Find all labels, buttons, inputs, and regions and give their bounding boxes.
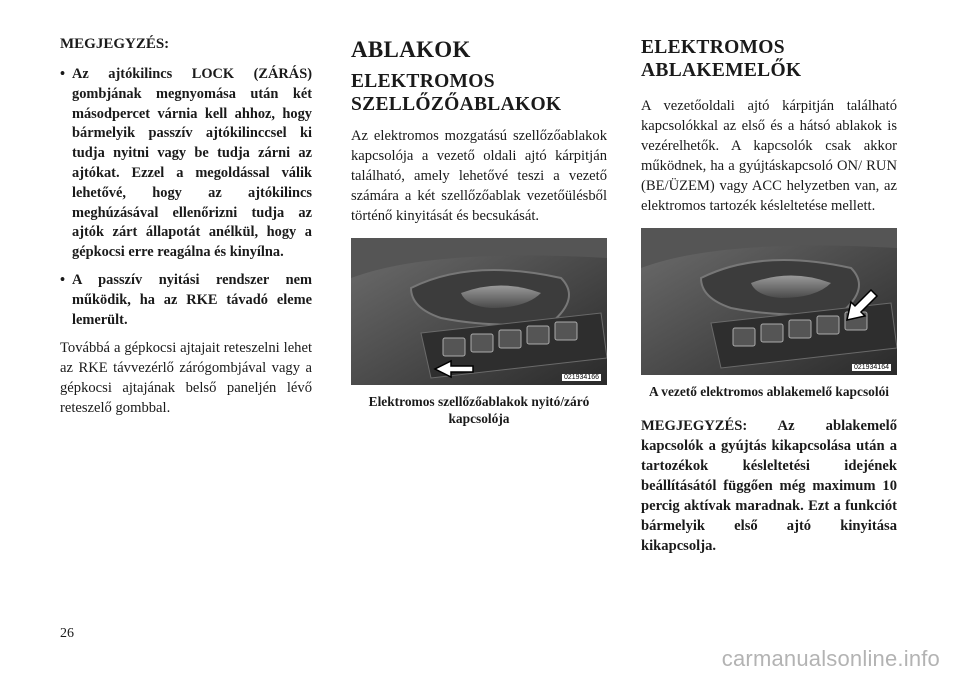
vent-windows-paragraph: Az elektromos mozgatású szellőzőablakok kapcsolója a vezető oldali ajtó kárpitján található, amely lehetővé teszi a vezető számára a két szellőzőablak vezetőülésből történő kinyitását és becsukását. [351,128,607,224]
section-title: ABLAKOK [351,37,471,62]
power-windows-heading: ELEKTROMOS ABLAKEMELŐK [641,37,802,81]
note-bullet: • Az ajtókilincs LOCK (ZÁRÁS) gombjának megnyomása után két másodpercet várnia kell ahhoz, hogy bármelyik passzív ajtókilinccsel ki tudja nyitni vagy be tudja zárni az ajtókat. Ezzel a megoldással válik lehetővé, hogy az ajtókilincs meghúzásával ellenőrizni tudja az ajtók zárt állapotát anélkül, hogy a gépkocsi erre reagálna és kinyílna. [60,65,312,263]
image-code: 021934166 [563,374,599,381]
door-panel-illustration [351,238,607,385]
right-column [641,36,897,556]
vent-windows-heading: ELEKTROMOS SZELLŐZŐABLAKOK [351,71,562,115]
power-windows-paragraph: A vezetőoldali ajtó kárpitján található kapcsolókkal az első és a hátsó ablakok is vezérelhetők. A kapcsolók csak akkor működnek, ha a gyújtáskapcsoló ON/ RUN (BE/ÜZEM) vagy ACC helyzetben van, az elektromos tartozék késleltetése mellett. [641,98,897,214]
middle-column [351,36,607,427]
door-panel-illustration [641,228,897,375]
power-window-switch-photo [641,228,897,375]
left-body-paragraph: Továbbá a gépkocsi ajtajait reteszelni lehet az RKE távvezérlő zárógombjával vagy a gépkocsi ajtajának belső paneljén lévő reteszelő gombbal. [60,340,312,417]
note-heading: MEGJEGYZÉS: [60,36,170,52]
vent-window-switch-photo [351,238,607,385]
vent-windows-caption: Elektromos szellőzőablakok nyitó/záró kapcsolója [368,394,590,426]
watermark: carmanualsonline.info [721,646,940,671]
left-column [60,36,312,418]
image-code: 021934164 [853,364,889,371]
power-windows-caption: A vezető elektromos ablakemelő kapcsolói [648,384,889,399]
note-bullet-list [60,65,312,330]
page-number: 26 [60,626,74,641]
note-bullet: • A passzív nyitási rendszer nem működik, ha az RKE távadó eleme lemerült. [60,271,312,330]
power-windows-note: MEGJEGYZÉS: Az ablakemelő kapcsolók a gyújtás kikapcsolása után a tartozékok késleltetési idejének beállításától függően még maximum 10 percig aktívak maradnak. Ezt a funkciót bármelyik első ajtó kinyitása kikapcsolja. [641,418,897,554]
